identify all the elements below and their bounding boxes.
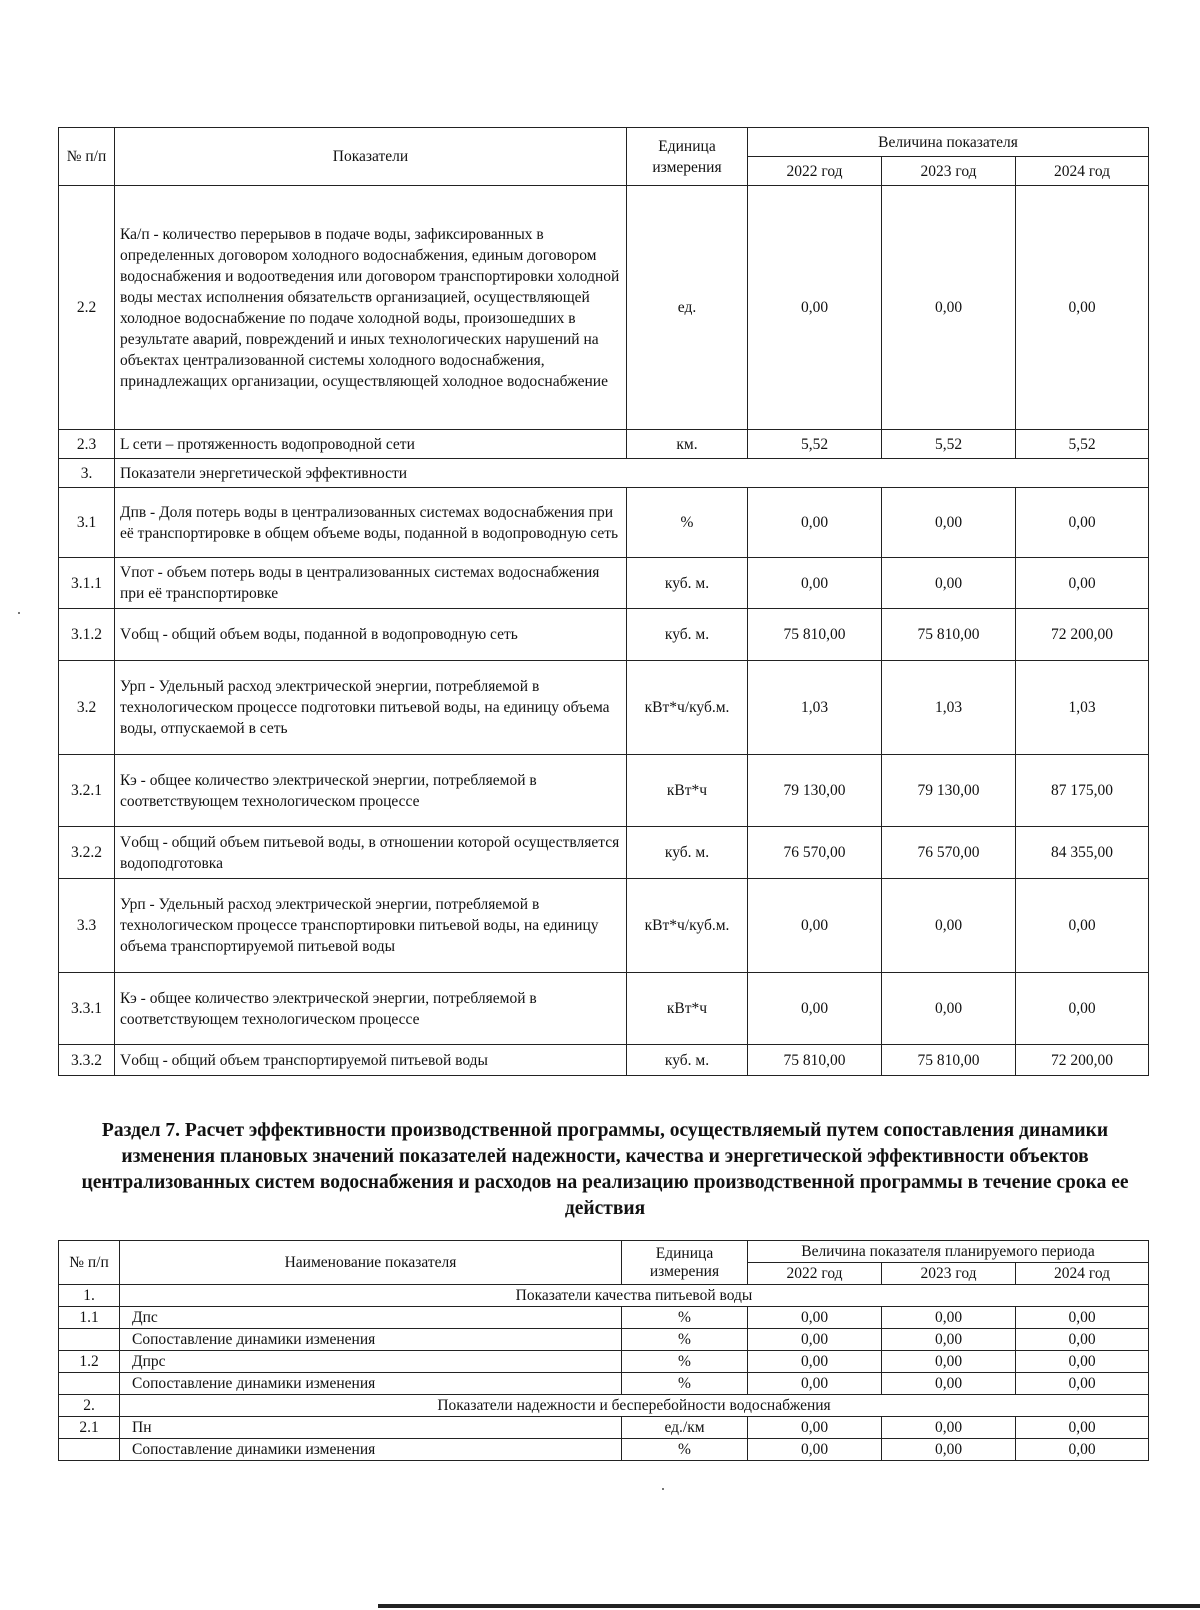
row-num: 1.2 [59,1351,120,1373]
row-unit: куб. м. [627,558,748,609]
row-value-2024: 1,03 [1016,661,1149,755]
row-value-2022: 0,00 [748,1307,882,1329]
row-value-2022: 0,00 [748,1329,882,1351]
table-header-row [59,1241,1149,1263]
row-unit: ед. [627,186,748,430]
row-num: 3.2.2 [59,827,115,879]
row-value-2023: 75 810,00 [882,1045,1016,1076]
row-value-2024: 72 200,00 [1016,1045,1149,1076]
row-value-2023: 0,00 [882,1417,1016,1439]
row-text: Vобщ - общий объем питьевой воды, в отношении которой осуществляется водоподготовка [115,827,627,879]
scan-speck [662,1488,664,1490]
row-text: Vпот - объем потерь воды в централизованных системах водоснабжения при её транспортировке [115,558,627,609]
row-text: Урп - Удельный расход электрической энергии, потребляемой в технологическом процессе транспортировки питьевой воды, на единицу объема транспортируемой питьевой воды [115,879,627,973]
row-value-2023: 0,00 [882,186,1016,430]
row-value-2022: 0,00 [748,1417,882,1439]
row-value-2023: 76 570,00 [882,827,1016,879]
row-num: 2. [59,1395,120,1417]
row-value-2022: 0,00 [748,879,882,973]
row-unit: кВт*ч [627,755,748,827]
row-value-2024: 0,00 [1016,186,1149,430]
row-unit: кВт*ч/куб.м. [627,661,748,755]
row-text: Сопоставление динамики изменения [120,1439,622,1461]
scan-edge-line [378,1604,1200,1608]
row-text: Пн [120,1417,622,1439]
row-value-2024: 0,00 [1016,1373,1149,1395]
row-value-2024: 0,00 [1016,1351,1149,1373]
row-text: Урп - Удельный расход электрической энергии, потребляемой в технологическом процессе подготовки питьевой воды, на единицу объема воды, отпускаемой в сеть [115,661,627,755]
row-value-2023: 0,00 [882,1307,1016,1329]
section-title: Показатели надежности и бесперебойности водоснабжения [120,1395,1149,1417]
row-value-2023: 0,00 [882,488,1016,558]
row-text: Кэ - общее количество электрической энергии, потребляемой в соответствующем технологическом процессе [115,973,627,1045]
row-num: 3.2 [59,661,115,755]
row-text: Ка/п - количество перерывов в подаче воды, зафиксированных в определенных договором холодного водоснабжения, единым договором водоснабжения и водоотведения или договором транспортировки холодной воды местах исполнения обязательств организацией, осуществляющей холодное водоснабжение по подаче холодной воды, произошедших в результате аварий, повреждений и иных технологических нарушений на объектах централизованной системы холодного водоснабжения, принадлежащих организации, осуществляющей холодное водоснабжение [115,186,627,430]
row-value-2023: 0,00 [882,973,1016,1045]
row-unit: км. [627,430,748,459]
header-value: Величина показателя [748,128,1149,157]
header-year-2023: 2023 год [882,1263,1016,1285]
row-num: 3.3.2 [59,1045,115,1076]
row-num [59,1373,120,1395]
table-row [59,827,1149,879]
table-row [59,488,1149,558]
row-value-2023: 0,00 [882,1329,1016,1351]
table-row [59,661,1149,755]
table-row [59,1045,1149,1076]
section-title: Показатели энергетической эффективности [115,459,1149,488]
row-num [59,1439,120,1461]
row-unit: ед./км [622,1417,748,1439]
row-value-2023: 1,03 [882,661,1016,755]
row-value-2024: 0,00 [1016,1329,1149,1351]
row-value-2022: 0,00 [748,1351,882,1373]
header-year-2024: 2024 год [1016,1263,1149,1285]
table-row [59,973,1149,1045]
row-num: 1.1 [59,1307,120,1329]
row-unit: % [622,1439,748,1461]
row-value-2022: 0,00 [748,488,882,558]
row-num: 3.2.1 [59,755,115,827]
row-value-2024: 0,00 [1016,973,1149,1045]
header-unit: Единица измерения [622,1241,748,1285]
section-row [59,1395,1149,1417]
section-row [59,459,1149,488]
row-unit: % [622,1329,748,1351]
table-row [59,1351,1149,1373]
row-text: Дпрс [120,1351,622,1373]
table-row [59,1439,1149,1461]
row-value-2024: 87 175,00 [1016,755,1149,827]
row-value-2023: 0,00 [882,1351,1016,1373]
row-unit: куб. м. [627,827,748,879]
row-value-2022: 79 130,00 [748,755,882,827]
row-value-2022: 0,00 [748,1373,882,1395]
row-num: 3.3.1 [59,973,115,1045]
table-header-row [59,128,1149,157]
table-row [59,1373,1149,1395]
row-unit: % [622,1307,748,1329]
efficiency-table [58,1240,1149,1461]
header-indicators: Показатели [115,128,627,186]
table-row [59,186,1149,430]
row-value-2022: 0,00 [748,186,882,430]
row-unit: % [627,488,748,558]
row-num: 2.1 [59,1417,120,1439]
table-row [59,609,1149,661]
row-num: 3.1.2 [59,609,115,661]
row-value-2023: 5,52 [882,430,1016,459]
row-num: 3.3 [59,879,115,973]
row-text: Vобщ - общий объем транспортируемой питьевой воды [115,1045,627,1076]
row-text: Сопоставление динамики изменения [120,1329,622,1351]
row-value-2022: 5,52 [748,430,882,459]
row-num: 3.1.1 [59,558,115,609]
row-num: 3. [59,459,115,488]
row-value-2023: 0,00 [882,558,1016,609]
row-unit: кВт*ч [627,973,748,1045]
row-value-2024: 84 355,00 [1016,827,1149,879]
scan-speck [18,612,20,614]
table-row [59,879,1149,973]
row-value-2023: 75 810,00 [882,609,1016,661]
table-row [59,1307,1149,1329]
section-7-title: Раздел 7. Расчет эффективности производственной программы, осуществляемый путем сопоставления динамики изменения плановых значений показателей надежности, качества и энергетической эффективности объектов централизованных систем водоснабжения и расходов на реализацию производственной программы в течение срока ее действия [81,1120,1129,1219]
row-unit: куб. м. [627,1045,748,1076]
row-text: Сопоставление динамики изменения [120,1373,622,1395]
row-num [59,1329,120,1351]
row-text: Дпс [120,1307,622,1329]
row-value-2024: 0,00 [1016,1439,1149,1461]
row-unit: кВт*ч/куб.м. [627,879,748,973]
row-num: 2.3 [59,430,115,459]
row-value-2022: 76 570,00 [748,827,882,879]
table-row [59,430,1149,459]
row-text: L сети – протяженность водопроводной сети [115,430,627,459]
table-row [59,558,1149,609]
header-num: № п/п [59,128,115,186]
row-value-2023: 0,00 [882,879,1016,973]
row-unit: % [622,1373,748,1395]
row-value-2024: 0,00 [1016,1307,1149,1329]
header-name: Наименование показателя [120,1241,622,1285]
row-value-2024: 72 200,00 [1016,609,1149,661]
row-value-2024: 0,00 [1016,879,1149,973]
row-value-2023: 0,00 [882,1373,1016,1395]
row-value-2024: 0,00 [1016,1417,1149,1439]
row-value-2022: 75 810,00 [748,609,882,661]
header-year-2024: 2024 год [1016,157,1149,186]
row-text: Vобщ - общий объем воды, поданной в водопроводную сеть [115,609,627,661]
row-value-2024: 0,00 [1016,558,1149,609]
row-value-2022: 1,03 [748,661,882,755]
header-year-2022: 2022 год [748,157,882,186]
row-unit: % [622,1351,748,1373]
row-value-2023: 79 130,00 [882,755,1016,827]
header-year-2023: 2023 год [882,157,1016,186]
row-value-2022: 0,00 [748,558,882,609]
header-year-2022: 2022 год [748,1263,882,1285]
row-num: 2.2 [59,186,115,430]
header-unit: Единица измерения [627,128,748,186]
indicators-table [58,127,1149,1076]
table-row [59,1417,1149,1439]
row-value-2022: 0,00 [748,973,882,1045]
section-row [59,1285,1149,1307]
row-value-2024: 5,52 [1016,430,1149,459]
header-value: Величина показателя планируемого периода [748,1241,1149,1263]
row-text: Кэ - общее количество электрической энергии, потребляемой в соответствующем технологическом процессе [115,755,627,827]
row-num: 1. [59,1285,120,1307]
row-text: Дпв - Доля потерь воды в централизованных системах водоснабжения при её транспортировке в общем объеме воды, поданной в водопроводную сеть [115,488,627,558]
row-num: 3.1 [59,488,115,558]
row-value-2022: 75 810,00 [748,1045,882,1076]
section-title: Показатели качества питьевой воды [120,1285,1149,1307]
row-value-2023: 0,00 [882,1439,1016,1461]
row-value-2024: 0,00 [1016,488,1149,558]
table-row [59,755,1149,827]
row-value-2022: 0,00 [748,1439,882,1461]
header-num: № п/п [59,1241,120,1285]
table-row [59,1329,1149,1351]
row-unit: куб. м. [627,609,748,661]
